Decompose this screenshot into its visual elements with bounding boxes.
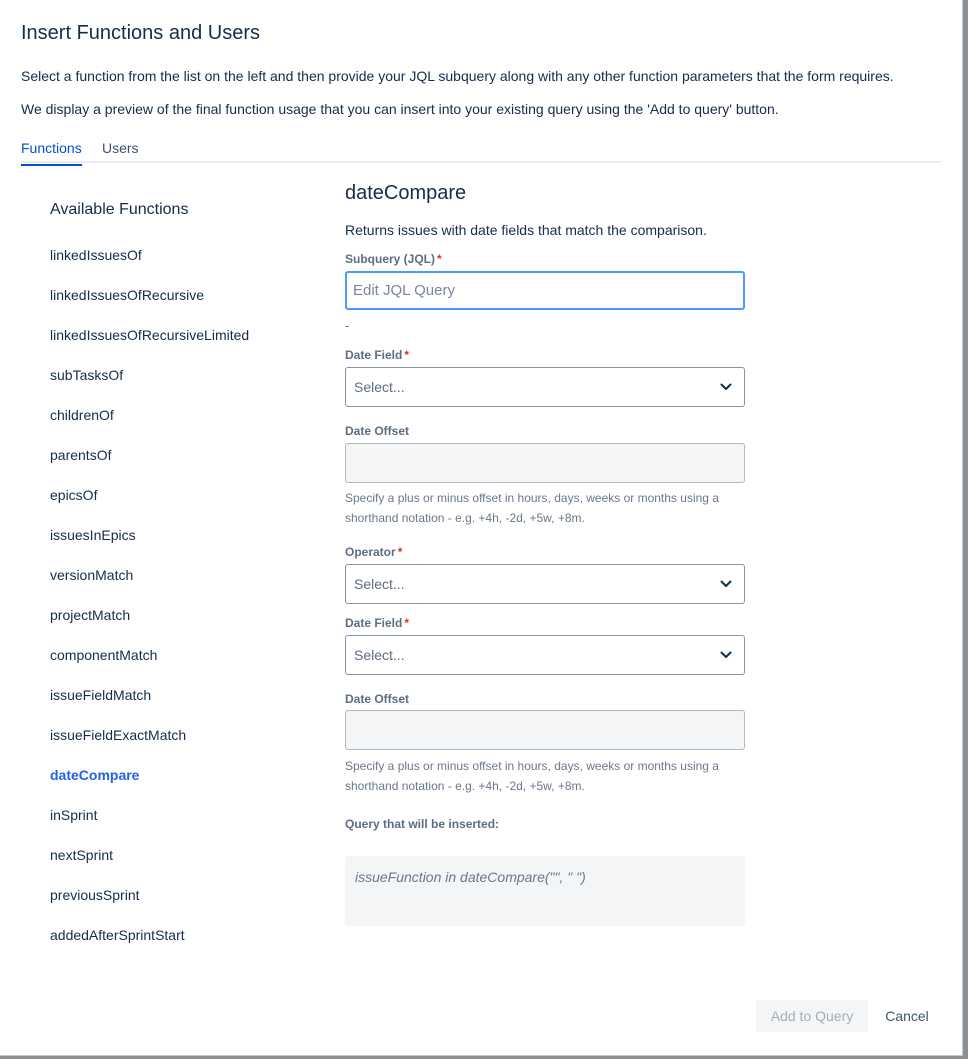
- function-item-versionMatch[interactable]: versionMatch: [50, 567, 134, 583]
- function-item-linkedIssuesOfRecursiveLimited[interactable]: linkedIssuesOfRecursiveLimited: [50, 327, 250, 343]
- preview-label: Query that will be inserted:: [345, 817, 500, 831]
- date-offset-label: Date Offset: [345, 424, 410, 438]
- date-field-2-value: Select...: [354, 647, 405, 663]
- cancel-button[interactable]: Cancel: [872, 1000, 942, 1032]
- function-description: Returns issues with date fields that match the comparison.: [345, 222, 707, 238]
- date-offset-help: Specify a plus or minus offset in hours, days, weeks or months using a shorthand notation - e.g. +4h, -2d, +5w, +8m.: [345, 491, 719, 525]
- function-title: dateCompare: [345, 182, 467, 204]
- subquery-input[interactable]: [345, 271, 745, 310]
- required-marker: *: [404, 616, 410, 630]
- function-item-previousSprint[interactable]: previousSprint: [50, 887, 140, 903]
- function-item-childrenOf[interactable]: childrenOf: [50, 407, 114, 423]
- function-item-parentsOf[interactable]: parentsOf: [50, 447, 112, 463]
- function-item-linkedIssuesOfRecursive[interactable]: linkedIssuesOfRecursive: [50, 287, 205, 303]
- function-item-subTasksOf[interactable]: subTasksOf: [50, 367, 124, 383]
- required-marker: *: [437, 252, 442, 266]
- dialog-description-1: Select a function from the list on the left and then provide your JQL subquery along with any other function parameters that the form requires.: [21, 68, 894, 84]
- function-item-issuesInEpics[interactable]: issuesInEpics: [50, 527, 136, 543]
- function-item-epicsOf[interactable]: epicsOf: [50, 487, 98, 503]
- query-preview: issueFunction in dateCompare("", " "): [345, 856, 745, 926]
- tab-users[interactable]: Users: [102, 140, 139, 156]
- dialog-title: Insert Functions and Users: [21, 22, 260, 44]
- chevron-down-icon: [720, 580, 732, 588]
- required-marker: *: [397, 545, 403, 559]
- subquery-label: Subquery (JQL) *: [345, 252, 442, 266]
- date-field-2-select[interactable]: [345, 635, 745, 675]
- date-field-value: Select...: [354, 379, 405, 395]
- function-item-componentMatch[interactable]: componentMatch: [50, 647, 158, 663]
- function-item-issueFieldExactMatch[interactable]: issueFieldExactMatch: [50, 727, 187, 743]
- available-functions-heading: Available Functions: [50, 201, 189, 218]
- function-item-addedAfterSprintStart[interactable]: addedAfterSprintStart: [50, 927, 185, 943]
- date-field-2-label: Date Field *: [345, 616, 410, 630]
- tab-bar: [21, 140, 941, 163]
- function-item-inSprint[interactable]: inSprint: [50, 807, 98, 823]
- function-item-issueFieldMatch[interactable]: issueFieldMatch: [50, 687, 152, 703]
- dialog-description-2: We display a preview of the final function usage that you can insert into your existing query using the 'Add to query' button.: [21, 101, 779, 117]
- date-offset-2-label: Date Offset: [345, 692, 410, 706]
- date-offset-input[interactable]: [345, 443, 745, 483]
- chevron-down-icon: [720, 651, 732, 659]
- function-item-dateCompare[interactable]: dateCompare: [50, 767, 140, 783]
- function-item-nextSprint[interactable]: nextSprint: [50, 847, 114, 863]
- chevron-down-icon: [720, 383, 732, 391]
- date-field-select[interactable]: [345, 367, 745, 407]
- date-offset-2-help: Specify a plus or minus offset in hours, days, weeks or months using a shorthand notation - e.g. +4h, -2d, +5w, +8m.: [345, 759, 719, 793]
- dialog-edge-shadow: [963, 0, 968, 1059]
- date-field-label: Date Field *: [345, 348, 410, 362]
- tab-functions[interactable]: Functions: [21, 140, 82, 161]
- operator-value: Select...: [354, 576, 405, 592]
- function-item-projectMatch[interactable]: projectMatch: [50, 607, 131, 623]
- date-offset-2-input[interactable]: [345, 710, 745, 750]
- add-to-query-button[interactable]: Add to Query: [756, 1000, 868, 1032]
- required-marker: *: [404, 348, 410, 362]
- function-list: [50, 245, 249, 965]
- operator-select[interactable]: [345, 564, 745, 604]
- function-item-linkedIssuesOf[interactable]: linkedIssuesOf: [50, 247, 142, 263]
- subquery-hint: -: [345, 318, 350, 333]
- operator-label: Operator *: [345, 545, 403, 559]
